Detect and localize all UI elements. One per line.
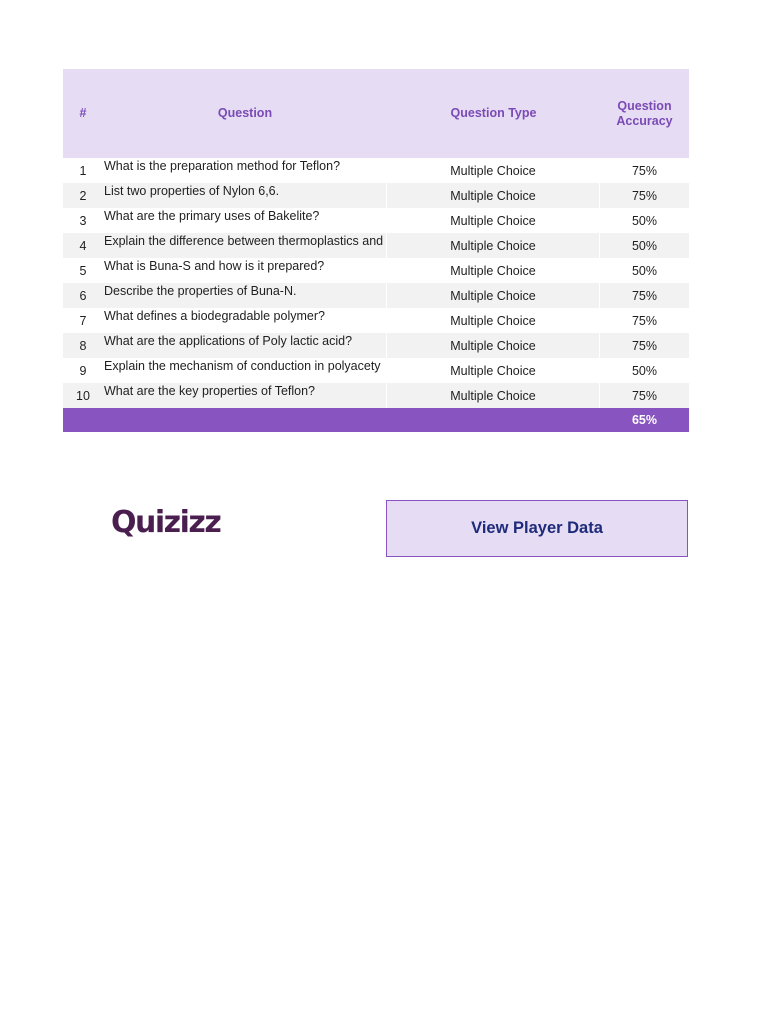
row-accuracy: 50%: [631, 238, 658, 253]
row-question: Explain the mechanism of conduction in polyacety: [103, 358, 387, 383]
table-row: [63, 158, 689, 183]
row-number: 6: [79, 288, 87, 303]
header-question: Question: [217, 106, 273, 120]
row-question: What is the preparation method for Teflon?: [103, 158, 387, 183]
row-question-type: Multiple Choice: [387, 358, 600, 383]
row-number: 7: [79, 313, 87, 328]
header-question-type: Question Type: [450, 106, 537, 120]
table-header: [63, 69, 689, 158]
row-question: What are the primary uses of Bakelite?: [103, 208, 387, 233]
table-row: [63, 333, 689, 358]
results-table: [63, 69, 689, 432]
row-question: Describe the properties of Buna-N.: [103, 283, 387, 308]
header-question-accuracy-label: Question Accuracy: [616, 98, 673, 128]
total-row: [63, 408, 689, 432]
row-question-type: Multiple Choice: [387, 383, 600, 408]
row-question: What are the applications of Poly lactic acid?: [103, 333, 387, 358]
row-number: 1: [79, 163, 87, 178]
row-accuracy: 50%: [631, 263, 658, 278]
row-question-type: Multiple Choice: [387, 258, 600, 283]
row-question: What are the key properties of Teflon?: [103, 383, 387, 408]
table-row: [63, 233, 689, 258]
table-row: [63, 308, 689, 333]
row-number: 3: [79, 213, 87, 228]
table-body: [63, 158, 689, 408]
row-question-type: Multiple Choice: [387, 183, 600, 208]
row-accuracy: 75%: [631, 388, 658, 403]
row-question-type: Multiple Choice: [387, 308, 600, 333]
row-question-type: Multiple Choice: [387, 158, 600, 183]
header-number: #: [79, 106, 87, 120]
row-question: List two properties of Nylon 6,6.: [103, 183, 387, 208]
row-number: 8: [79, 338, 87, 353]
row-question-type: Multiple Choice: [387, 283, 600, 308]
row-number: 9: [79, 363, 87, 378]
row-accuracy: 75%: [631, 188, 658, 203]
row-accuracy: 50%: [631, 213, 658, 228]
row-accuracy: 75%: [631, 163, 658, 178]
header-question-accuracy: [600, 69, 689, 158]
row-question-type: Multiple Choice: [387, 233, 600, 258]
table-row: [63, 183, 689, 208]
row-accuracy: 50%: [631, 363, 658, 378]
row-number: 5: [79, 263, 87, 278]
row-question-type: Multiple Choice: [387, 208, 600, 233]
row-question: What is Buna-S and how is it prepared?: [103, 258, 387, 283]
quizizz-logo: Quizizz: [111, 505, 221, 540]
row-accuracy: 75%: [631, 338, 658, 353]
table-row: [63, 283, 689, 308]
row-accuracy: 75%: [631, 313, 658, 328]
row-question-type: Multiple Choice: [387, 333, 600, 358]
row-number: 10: [76, 388, 90, 403]
row-accuracy: 75%: [631, 288, 658, 303]
table-row: [63, 358, 689, 383]
row-number: 2: [79, 188, 87, 203]
row-number: 4: [79, 238, 87, 253]
table-row: [63, 258, 689, 283]
total-accuracy: 65%: [631, 413, 658, 427]
table-row: [63, 208, 689, 233]
table-row: [63, 383, 689, 408]
row-question: Explain the difference between thermoplastics and: [103, 233, 387, 258]
row-question: What defines a biodegradable polymer?: [103, 308, 387, 333]
view-player-data-button[interactable]: View Player Data: [386, 500, 688, 557]
